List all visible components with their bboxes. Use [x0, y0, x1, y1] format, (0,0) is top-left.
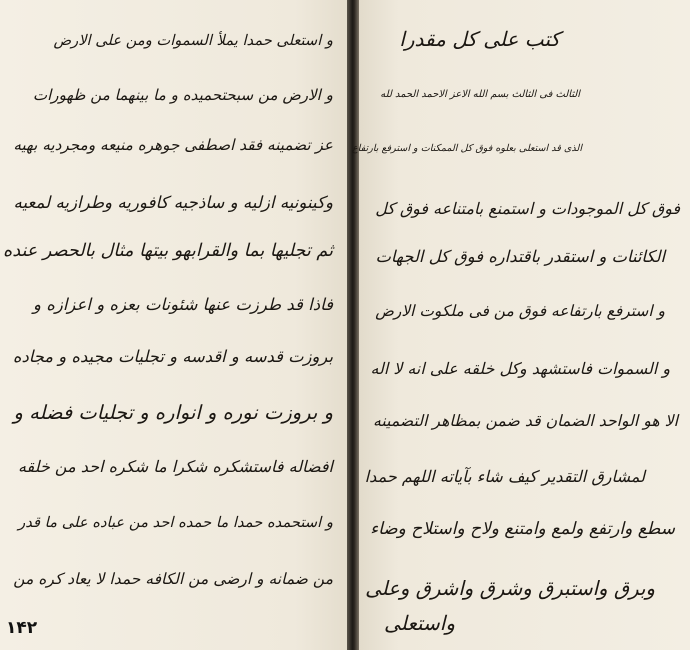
- right-page-line: فوق کل الموجودات و استمنع بامتناعه فوق کل: [375, 199, 680, 218]
- right-page-line: سطع وارتفع ولمع وامتنع ولاح واستلاح وضاء: [370, 519, 675, 539]
- right-page-line: لمشارق التقدیر کیف شاء بآیاته اللهم حمدا: [364, 467, 645, 486]
- left-page-line: و بروزت نوره و انواره و تجلیات فضله و: [13, 401, 333, 424]
- left-page-line: وکینونیه ازلیه و ساذجیه کافوریه وطرازیه لمعیه: [13, 193, 333, 212]
- left-page-line: و استحمده حمدا ما حمده احد من عباده علی ما قدر: [18, 514, 333, 531]
- left-page-line: ثم تجلیها بما والقرابهو بیتها مثال بالحصر عنده: [2, 241, 333, 261]
- left-page-line: فاذا قد طرزت عنها شئونات بعزه و اعزازه و: [33, 295, 333, 314]
- right-page-line: و السموات فاستشهد وکل خلقه علی انه لا اله: [370, 359, 670, 378]
- right-page-line: کتب علی کل مقدرا: [399, 27, 560, 51]
- left-page-line: و الارض من سبحتحمیده و ما بینهما من ظهورات: [32, 86, 333, 104]
- left-page-line: من ضمانه و ارضی من الکافه حمدا لا یعاد کره من: [13, 570, 333, 588]
- right-page-line: الذی قد استعلی بعلوه فوق کل الممکنات و استرفع بارتفاع: [352, 143, 582, 154]
- right-page-line: واستعلی: [384, 611, 455, 635]
- left-page-line: عز تضمینه فقد اصطفی جوهره منیعه ومجردیه بهیه: [13, 136, 333, 154]
- left-page-line: افضاله فاستشکره شکرا ما شکره احد من خلقه: [17, 457, 333, 476]
- right-page-line: الکائنات و استقدر باقتداره فوق کل الجهات: [375, 247, 665, 266]
- left-page-line: و استعلی حمدا یملأ السموات ومن علی الارض: [53, 32, 333, 49]
- left-page-line: بروزت قدسه و اقدسه و تجلیات مجیده و مجاده: [12, 347, 333, 366]
- page-number: ۱۴۲: [6, 618, 38, 638]
- right-page-line: و استرفع بارتفاعه فوق من فی ملکوت الارض: [375, 302, 665, 320]
- right-page-line: وبرق واستبرق وشرق واشرق وعلی: [365, 577, 655, 600]
- right-page-line: الثالث فی الثالث بسم الله الاعز الاحمد الحمد لله: [380, 89, 580, 100]
- right-page-line: الا هو الواحد الضمان قد ضمن بمظاهر التضمینه: [372, 411, 678, 430]
- book-gutter: [347, 0, 359, 650]
